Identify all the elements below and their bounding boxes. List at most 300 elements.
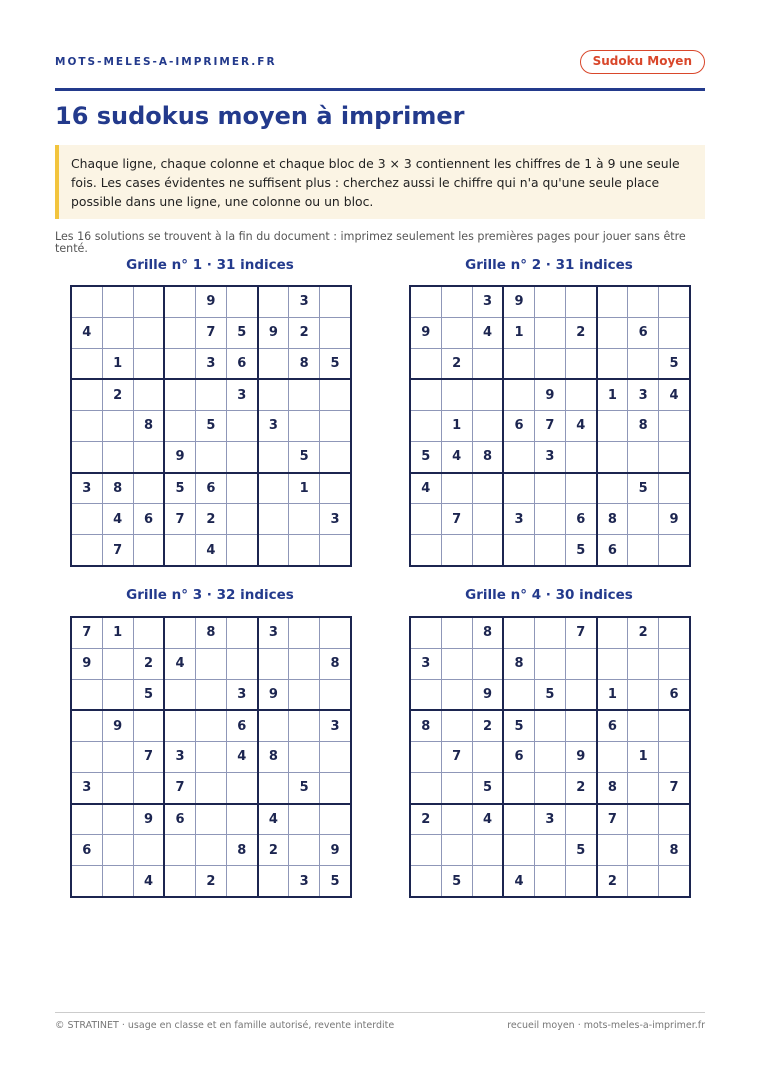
empty-cell [410, 286, 441, 317]
empty-cell [410, 535, 441, 566]
clue-cell: 7 [71, 617, 102, 648]
empty-cell [597, 741, 628, 772]
empty-cell [534, 504, 565, 535]
empty-cell [503, 617, 534, 648]
clue-cell: 5 [565, 835, 596, 866]
empty-cell [164, 410, 195, 441]
empty-cell [472, 648, 503, 679]
clue-cell: 6 [226, 710, 257, 741]
empty-cell [164, 535, 195, 566]
empty-cell [320, 379, 351, 410]
category-badge: Sudoku Moyen [580, 50, 705, 74]
clue-cell: 3 [164, 741, 195, 772]
clue-cell: 3 [628, 379, 659, 410]
sudoku-grid-1 [70, 285, 352, 567]
clue-cell: 3 [258, 410, 289, 441]
clue-cell: 5 [320, 348, 351, 379]
empty-cell [289, 535, 320, 566]
empty-cell [597, 648, 628, 679]
clue-cell: 8 [226, 835, 257, 866]
clue-cell: 8 [472, 617, 503, 648]
grid-row [71, 535, 351, 566]
empty-cell [597, 473, 628, 504]
clue-cell: 5 [195, 410, 226, 441]
empty-cell [226, 286, 257, 317]
empty-cell [472, 473, 503, 504]
empty-cell [102, 648, 133, 679]
clue-cell: 2 [472, 710, 503, 741]
clue-cell: 7 [133, 741, 164, 772]
empty-cell [503, 804, 534, 835]
grid-row [71, 441, 351, 472]
grid-row [410, 741, 690, 772]
clue-cell: 3 [289, 866, 320, 897]
clue-cell: 4 [565, 410, 596, 441]
clue-cell: 1 [102, 617, 133, 648]
clue-cell: 5 [441, 866, 472, 897]
empty-cell [534, 473, 565, 504]
empty-cell [503, 379, 534, 410]
clue-cell: 8 [102, 473, 133, 504]
clue-cell: 3 [503, 504, 534, 535]
empty-cell [133, 379, 164, 410]
clue-cell: 9 [659, 504, 690, 535]
empty-cell [503, 348, 534, 379]
clue-cell: 6 [195, 473, 226, 504]
empty-cell [441, 804, 472, 835]
empty-cell [133, 617, 164, 648]
empty-cell [71, 804, 102, 835]
clue-cell: 7 [164, 772, 195, 803]
empty-cell [226, 410, 257, 441]
empty-cell [628, 679, 659, 710]
clue-cell: 3 [258, 617, 289, 648]
empty-cell [71, 348, 102, 379]
empty-cell [659, 866, 690, 897]
grid-row [71, 710, 351, 741]
clue-cell: 6 [597, 535, 628, 566]
grid-row [410, 286, 690, 317]
empty-cell [441, 286, 472, 317]
empty-cell [441, 835, 472, 866]
empty-cell [503, 535, 534, 566]
empty-cell [289, 741, 320, 772]
empty-cell [597, 286, 628, 317]
empty-cell [534, 535, 565, 566]
empty-cell [597, 348, 628, 379]
clue-cell: 2 [565, 772, 596, 803]
empty-cell [320, 679, 351, 710]
grid-title-1: Grille n° 1 · 31 indices [126, 257, 294, 273]
empty-cell [226, 866, 257, 897]
empty-cell [472, 835, 503, 866]
sudoku-grid-3 [70, 616, 352, 898]
clue-cell: 6 [71, 835, 102, 866]
empty-cell [534, 835, 565, 866]
empty-cell [441, 648, 472, 679]
clue-cell: 4 [258, 804, 289, 835]
empty-cell [565, 286, 596, 317]
empty-cell [320, 741, 351, 772]
clue-cell: 7 [565, 617, 596, 648]
clue-cell: 3 [195, 348, 226, 379]
empty-cell [133, 710, 164, 741]
empty-cell [410, 410, 441, 441]
clue-cell: 1 [441, 410, 472, 441]
clue-cell: 9 [258, 679, 289, 710]
clue-cell: 1 [628, 741, 659, 772]
empty-cell [258, 535, 289, 566]
empty-cell [71, 504, 102, 535]
grid-row [410, 473, 690, 504]
grid-row [410, 348, 690, 379]
empty-cell [659, 286, 690, 317]
clue-cell: 4 [71, 317, 102, 348]
clue-cell: 8 [659, 835, 690, 866]
grid-row [71, 772, 351, 803]
empty-cell [320, 535, 351, 566]
empty-cell [534, 286, 565, 317]
empty-cell [565, 710, 596, 741]
empty-cell [597, 835, 628, 866]
empty-cell [659, 710, 690, 741]
clue-cell: 8 [410, 710, 441, 741]
empty-cell [410, 379, 441, 410]
empty-cell [628, 804, 659, 835]
clue-cell: 2 [258, 835, 289, 866]
grid-row [71, 410, 351, 441]
empty-cell [628, 835, 659, 866]
grid-row [71, 648, 351, 679]
clue-cell: 4 [659, 379, 690, 410]
empty-cell [226, 535, 257, 566]
clue-cell: 2 [410, 804, 441, 835]
clue-cell: 1 [503, 317, 534, 348]
empty-cell [195, 379, 226, 410]
clue-cell: 8 [289, 348, 320, 379]
empty-cell [258, 286, 289, 317]
empty-cell [258, 441, 289, 472]
clue-cell: 9 [164, 441, 195, 472]
clue-cell: 3 [534, 804, 565, 835]
empty-cell [503, 441, 534, 472]
solutions-note: Les 16 solutions se trouvent à la fin du document : imprimez seulement les premières pages pour jouer sans être tenté. [55, 230, 686, 255]
grid-row [410, 804, 690, 835]
clue-cell: 3 [472, 286, 503, 317]
clue-cell: 7 [164, 504, 195, 535]
empty-cell [289, 379, 320, 410]
empty-cell [164, 379, 195, 410]
empty-cell [628, 535, 659, 566]
clue-cell: 6 [226, 348, 257, 379]
empty-cell [628, 648, 659, 679]
empty-cell [472, 535, 503, 566]
empty-cell [628, 710, 659, 741]
clue-cell: 6 [133, 504, 164, 535]
empty-cell [565, 441, 596, 472]
clue-cell: 5 [133, 679, 164, 710]
clue-cell: 3 [410, 648, 441, 679]
clue-cell: 9 [503, 286, 534, 317]
grid-row [410, 535, 690, 566]
empty-cell [226, 648, 257, 679]
empty-cell [565, 866, 596, 897]
clue-cell: 1 [597, 379, 628, 410]
grid-row [410, 504, 690, 535]
grid-row [410, 317, 690, 348]
empty-cell [289, 835, 320, 866]
empty-cell [534, 710, 565, 741]
empty-cell [534, 348, 565, 379]
empty-cell [534, 617, 565, 648]
empty-cell [320, 441, 351, 472]
grid-row [71, 504, 351, 535]
empty-cell [289, 679, 320, 710]
empty-cell [102, 441, 133, 472]
empty-cell [71, 379, 102, 410]
clue-cell: 3 [320, 504, 351, 535]
empty-cell [258, 379, 289, 410]
clue-cell: 5 [289, 772, 320, 803]
clue-cell: 2 [628, 617, 659, 648]
clue-cell: 9 [102, 710, 133, 741]
clue-cell: 9 [410, 317, 441, 348]
empty-cell [659, 741, 690, 772]
clue-cell: 4 [472, 804, 503, 835]
empty-cell [441, 317, 472, 348]
clue-cell: 9 [565, 741, 596, 772]
grid-row [71, 866, 351, 897]
grid-row [71, 804, 351, 835]
empty-cell [71, 710, 102, 741]
grid-title-3: Grille n° 3 · 32 indices [126, 587, 294, 603]
empty-cell [133, 535, 164, 566]
empty-cell [289, 710, 320, 741]
empty-cell [164, 348, 195, 379]
clue-cell: 6 [597, 710, 628, 741]
grid-row [71, 348, 351, 379]
clue-cell: 2 [102, 379, 133, 410]
empty-cell [195, 441, 226, 472]
footer-copyright: © STRATINET · usage en classe et en famille autorisé, revente interdite [55, 1020, 395, 1031]
empty-cell [320, 473, 351, 504]
empty-cell [195, 835, 226, 866]
clue-cell: 2 [597, 866, 628, 897]
empty-cell [628, 348, 659, 379]
empty-cell [410, 504, 441, 535]
empty-cell [472, 379, 503, 410]
clue-cell: 9 [195, 286, 226, 317]
grid-row [410, 679, 690, 710]
empty-cell [659, 473, 690, 504]
grid-row [410, 617, 690, 648]
clue-cell: 2 [565, 317, 596, 348]
sudoku-grid-4 [409, 616, 691, 898]
grid-title-2: Grille n° 2 · 31 indices [465, 257, 633, 273]
empty-cell [71, 535, 102, 566]
empty-cell [226, 804, 257, 835]
clue-cell: 4 [472, 317, 503, 348]
empty-cell [320, 772, 351, 803]
empty-cell [472, 741, 503, 772]
clue-cell: 4 [133, 866, 164, 897]
clue-cell: 4 [226, 741, 257, 772]
empty-cell [102, 741, 133, 772]
empty-cell [102, 286, 133, 317]
empty-cell [195, 804, 226, 835]
empty-cell [164, 617, 195, 648]
empty-cell [597, 617, 628, 648]
clue-cell: 8 [320, 648, 351, 679]
clue-cell: 4 [441, 441, 472, 472]
empty-cell [503, 679, 534, 710]
empty-cell [534, 317, 565, 348]
empty-cell [195, 710, 226, 741]
empty-cell [534, 648, 565, 679]
empty-cell [597, 410, 628, 441]
empty-cell [164, 835, 195, 866]
empty-cell [565, 379, 596, 410]
empty-cell [659, 648, 690, 679]
empty-cell [565, 473, 596, 504]
empty-cell [628, 772, 659, 803]
empty-cell [71, 679, 102, 710]
empty-cell [410, 741, 441, 772]
empty-cell [226, 504, 257, 535]
empty-cell [258, 866, 289, 897]
clue-cell: 8 [195, 617, 226, 648]
clue-cell: 6 [503, 410, 534, 441]
empty-cell [71, 866, 102, 897]
clue-cell: 9 [534, 379, 565, 410]
clue-cell: 8 [597, 504, 628, 535]
empty-cell [258, 348, 289, 379]
empty-cell [534, 866, 565, 897]
grid-row [410, 866, 690, 897]
empty-cell [289, 648, 320, 679]
empty-cell [102, 679, 133, 710]
empty-cell [659, 804, 690, 835]
empty-cell [597, 317, 628, 348]
empty-cell [195, 679, 226, 710]
empty-cell [410, 679, 441, 710]
empty-cell [226, 473, 257, 504]
empty-cell [320, 804, 351, 835]
empty-cell [597, 441, 628, 472]
empty-cell [659, 317, 690, 348]
empty-cell [659, 617, 690, 648]
clue-cell: 9 [320, 835, 351, 866]
empty-cell [133, 473, 164, 504]
empty-cell [441, 679, 472, 710]
clue-cell: 4 [195, 535, 226, 566]
empty-cell [164, 317, 195, 348]
empty-cell [565, 648, 596, 679]
empty-cell [71, 441, 102, 472]
clue-cell: 5 [659, 348, 690, 379]
clue-cell: 1 [289, 473, 320, 504]
empty-cell [503, 772, 534, 803]
empty-cell [628, 504, 659, 535]
clue-cell: 8 [503, 648, 534, 679]
empty-cell [410, 835, 441, 866]
empty-cell [102, 866, 133, 897]
empty-cell [410, 348, 441, 379]
clue-cell: 5 [565, 535, 596, 566]
site-name: MOTS-MELES-A-IMPRIMER.FR [55, 56, 277, 68]
empty-cell [71, 410, 102, 441]
grid-row [410, 710, 690, 741]
empty-cell [441, 473, 472, 504]
empty-cell [71, 286, 102, 317]
clue-cell: 9 [133, 804, 164, 835]
clue-cell: 3 [226, 379, 257, 410]
empty-cell [441, 535, 472, 566]
clue-cell: 6 [628, 317, 659, 348]
clue-cell: 5 [289, 441, 320, 472]
clue-cell: 6 [503, 741, 534, 772]
empty-cell [289, 804, 320, 835]
empty-cell [258, 473, 289, 504]
footer-rule [55, 1012, 705, 1013]
empty-cell [164, 679, 195, 710]
clue-cell: 9 [71, 648, 102, 679]
grid-row [410, 835, 690, 866]
rules-box [55, 145, 705, 219]
sudoku-grid-2 [409, 285, 691, 567]
empty-cell [258, 504, 289, 535]
empty-cell [258, 710, 289, 741]
rules-text: Chaque ligne, chaque colonne et chaque bloc de 3 × 3 contiennent les chiffres de 1 à 9 une seule fois. Les cases évidentes ne suffisent plus : cherchez aussi le chiffre qui n'a qu'une seule place possible dans une ligne, une colonne ou un bloc. [71, 156, 680, 209]
clue-cell: 4 [164, 648, 195, 679]
grid-row [71, 317, 351, 348]
grid-row [71, 741, 351, 772]
empty-cell [565, 348, 596, 379]
empty-cell [102, 772, 133, 803]
empty-cell [628, 866, 659, 897]
clue-cell: 8 [597, 772, 628, 803]
clue-cell: 6 [659, 679, 690, 710]
clue-cell: 5 [164, 473, 195, 504]
clue-cell: 6 [565, 504, 596, 535]
page-title: 16 sudokus moyen à imprimer [55, 102, 465, 130]
clue-cell: 5 [503, 710, 534, 741]
clue-cell: 3 [320, 710, 351, 741]
empty-cell [71, 741, 102, 772]
grid-row [410, 772, 690, 803]
clue-cell: 5 [226, 317, 257, 348]
grid-row [410, 441, 690, 472]
empty-cell [195, 772, 226, 803]
clue-cell: 3 [289, 286, 320, 317]
empty-cell [164, 286, 195, 317]
header-rule [55, 88, 705, 91]
clue-cell: 7 [597, 804, 628, 835]
clue-cell: 7 [534, 410, 565, 441]
clue-cell: 2 [195, 504, 226, 535]
empty-cell [195, 741, 226, 772]
empty-cell [441, 772, 472, 803]
clue-cell: 9 [472, 679, 503, 710]
empty-cell [628, 286, 659, 317]
empty-cell [133, 441, 164, 472]
grid-row [410, 379, 690, 410]
empty-cell [441, 617, 472, 648]
clue-cell: 3 [534, 441, 565, 472]
empty-cell [565, 679, 596, 710]
empty-cell [102, 835, 133, 866]
empty-cell [410, 617, 441, 648]
